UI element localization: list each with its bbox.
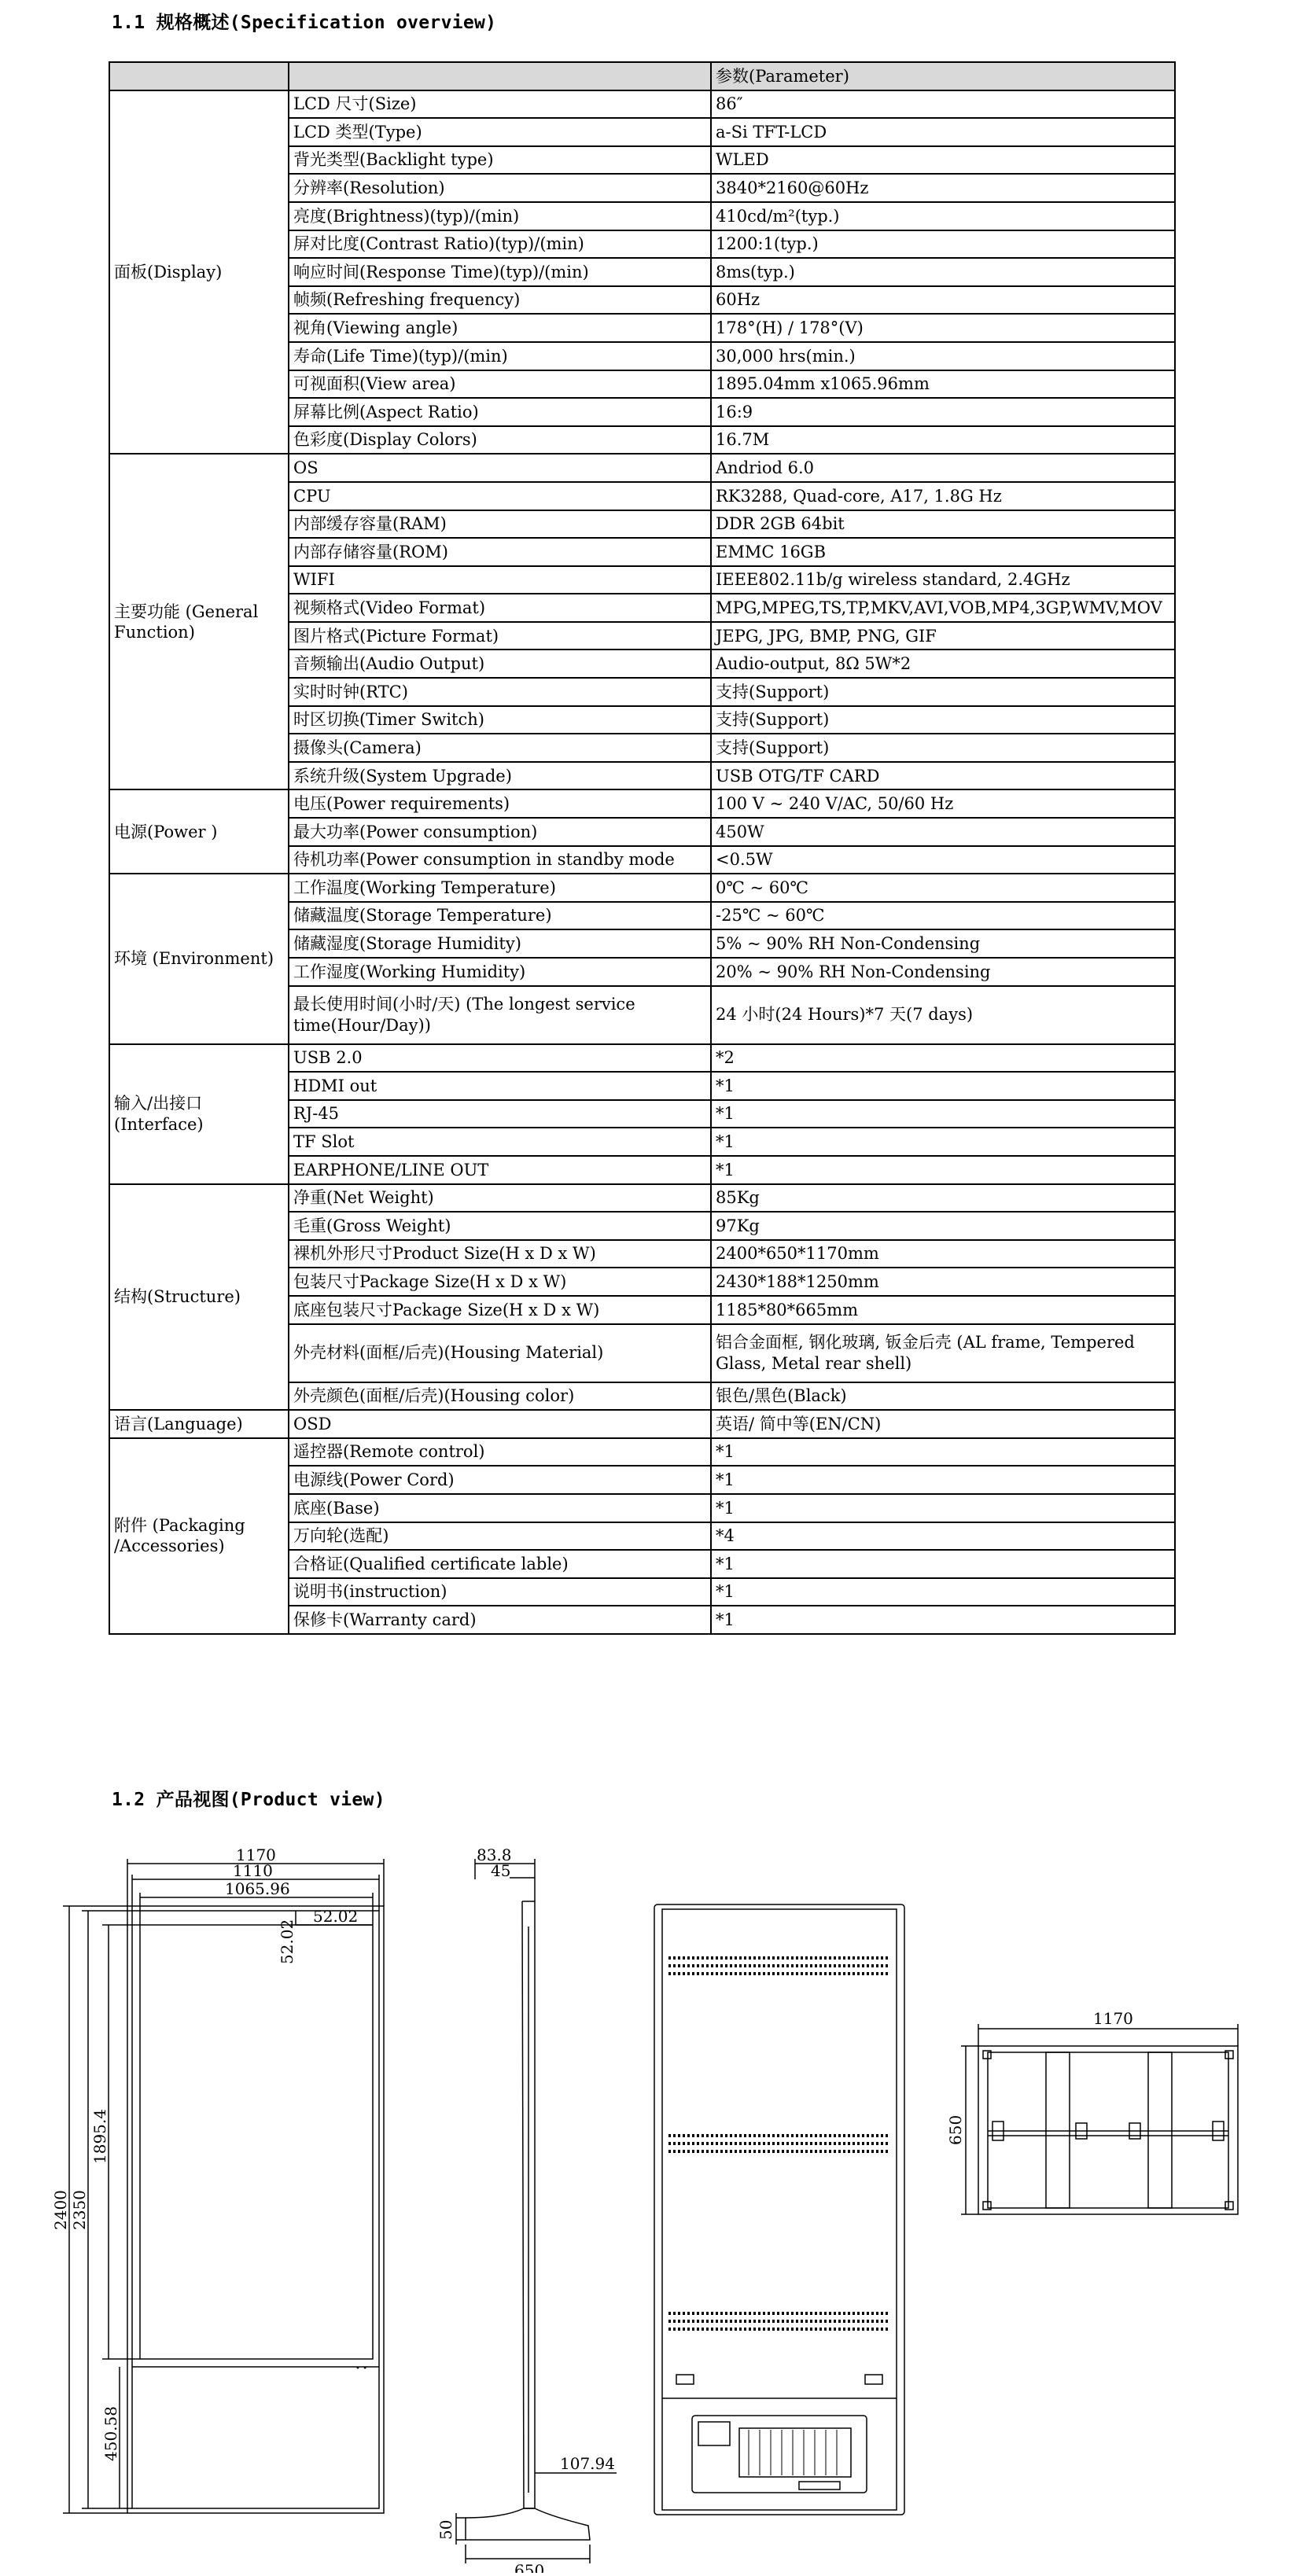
value-cell: 支持(Support) <box>711 706 1175 734</box>
item-cell: 可视面积(View area) <box>289 370 711 399</box>
item-cell: 音频输出(Audio Output) <box>289 650 711 678</box>
item-cell: 包装尺寸Package Size(H x D x W) <box>289 1268 711 1296</box>
table-header-row <box>109 62 1175 90</box>
value-cell: -25℃ ~ 60℃ <box>711 902 1175 930</box>
item-cell: OS <box>289 454 711 482</box>
item-cell: 内部存储容量(ROM) <box>289 538 711 566</box>
category-cell: 结构(Structure) <box>109 1184 289 1411</box>
item-cell: RJ-45 <box>289 1100 711 1128</box>
value-cell: *1 <box>711 1466 1175 1494</box>
table-row <box>109 1184 1175 1213</box>
table-row <box>109 789 1175 818</box>
dim-front-height-total: 2400 <box>51 2190 70 2230</box>
item-cell: CPU <box>289 482 711 510</box>
item-cell: 遥控器(Remote control) <box>289 1438 711 1466</box>
item-cell: 时区切换(Timer Switch) <box>289 706 711 734</box>
value-cell: *4 <box>711 1522 1175 1551</box>
category-cell: 附件 (Packaging /Accessories) <box>109 1438 289 1634</box>
value-cell: 1185*80*665mm <box>711 1296 1175 1324</box>
item-cell: 实时时钟(RTC) <box>289 678 711 706</box>
value-cell: 410cd/m²(typ.) <box>711 202 1175 230</box>
drawing-canvas <box>0 1832 1300 2573</box>
dim-side-base-depth: 650 <box>514 2561 545 2573</box>
table-row <box>109 90 1175 119</box>
dim-side-body-depth: 45 <box>491 1861 511 1880</box>
value-cell: 3840*2160@60Hz <box>711 174 1175 202</box>
value-cell: 2400*650*1170mm <box>711 1240 1175 1268</box>
dim-front-width-view: 1065.96 <box>225 1879 290 1898</box>
value-cell: MPG,MPEG,TS,TP,MKV,AVI,VOB,MP4,3GP,WMV,MOV <box>711 594 1175 622</box>
value-cell: IEEE802.11b/g wireless standard, 2.4GHz <box>711 566 1175 594</box>
dim-side-foot: 107.94 <box>560 2454 615 2473</box>
base-top-view-drawing <box>961 2024 1238 2214</box>
dim-side-base-height: 50 <box>436 2519 455 2540</box>
value-cell: 16.7M <box>711 426 1175 454</box>
dim-front-height-view: 1895.4 <box>90 2109 109 2164</box>
value-cell: USB OTG/TF CARD <box>711 762 1175 790</box>
header-cell <box>289 62 711 90</box>
table-row <box>109 1438 1175 1466</box>
svg-text:• •: • • <box>355 2364 367 2373</box>
header-parameter: 参数(Parameter) <box>711 62 1175 90</box>
category-cell: 面板(Display) <box>109 90 289 454</box>
item-cell: 图片格式(Picture Format) <box>289 622 711 650</box>
value-cell: 英语/ 简中等(EN/CN) <box>711 1410 1175 1438</box>
item-cell: TF Slot <box>289 1128 711 1156</box>
dim-front-bottom: 450.58 <box>101 2406 120 2461</box>
value-cell: *1 <box>711 1072 1175 1100</box>
table-row <box>109 1044 1175 1073</box>
value-cell: 86″ <box>711 90 1175 119</box>
value-cell: 178°(H) / 178°(V) <box>711 314 1175 342</box>
value-cell: 100 V ~ 240 V/AC, 50/60 Hz <box>711 789 1175 818</box>
item-cell: 寿命(Life Time)(typ)/(min) <box>289 342 711 370</box>
item-cell: 工作温度(Working Temperature) <box>289 874 711 902</box>
value-cell: 60Hz <box>711 286 1175 315</box>
item-cell: WIFI <box>289 566 711 594</box>
dim-base-depth: 650 <box>946 2114 965 2145</box>
item-cell: 响应时间(Response Time)(typ)/(min) <box>289 258 711 286</box>
value-cell: a-Si TFT-LCD <box>711 118 1175 146</box>
category-cell: 输入/出接口 (Interface) <box>109 1044 289 1184</box>
item-cell: 系统升级(System Upgrade) <box>289 762 711 790</box>
item-cell: 外壳颜色(面框/后壳)(Housing color) <box>289 1382 711 1411</box>
value-cell: *1 <box>711 1494 1175 1522</box>
spec-table <box>109 61 1176 1635</box>
item-cell: 电源线(Power Cord) <box>289 1466 711 1494</box>
value-cell: DDR 2GB 64bit <box>711 510 1175 539</box>
value-cell: JEPG, JPG, BMP, PNG, GIF <box>711 622 1175 650</box>
section-title-spec: 1.1 规格概述(Specification overview) <box>112 13 497 33</box>
item-cell: 屏对比度(Contrast Ratio)(typ)/(min) <box>289 230 711 259</box>
value-cell: 16:9 <box>711 398 1175 426</box>
item-cell: 储藏温度(Storage Temperature) <box>289 902 711 930</box>
dim-front-height-body: 2350 <box>70 2190 89 2230</box>
value-cell: *1 <box>711 1100 1175 1128</box>
value-cell: Andriod 6.0 <box>711 454 1175 482</box>
table-row <box>109 454 1175 482</box>
spec-table-body <box>109 90 1175 1634</box>
item-cell: 色彩度(Display Colors) <box>289 426 711 454</box>
category-cell: 环境 (Environment) <box>109 874 289 1043</box>
value-cell: *1 <box>711 1156 1175 1184</box>
item-cell: 净重(Net Weight) <box>289 1184 711 1213</box>
value-cell: Audio-output, 8Ω 5W*2 <box>711 650 1175 678</box>
item-cell: 外壳材料(面框/后壳)(Housing Material) <box>289 1324 711 1382</box>
dim-front-bezel-top: 52.02 <box>278 1919 296 1964</box>
value-cell: 8ms(typ.) <box>711 258 1175 286</box>
value-cell: *1 <box>711 1578 1175 1606</box>
item-cell: OSD <box>289 1410 711 1438</box>
item-cell: 裸机外形尺寸Product Size(H x D x W) <box>289 1240 711 1268</box>
value-cell: WLED <box>711 146 1175 175</box>
value-cell: <0.5W <box>711 846 1175 874</box>
table-row <box>109 1410 1175 1438</box>
item-cell: 分辨率(Resolution) <box>289 174 711 202</box>
item-cell: 视频格式(Video Format) <box>289 594 711 622</box>
dim-front-width-mid: 1110 <box>233 1861 273 1880</box>
value-cell: 24 小时(24 Hours)*7 天(7 days) <box>711 986 1175 1044</box>
value-cell: 1200:1(typ.) <box>711 230 1175 259</box>
item-cell: 视角(Viewing angle) <box>289 314 711 342</box>
value-cell: *1 <box>711 1606 1175 1634</box>
item-cell: 待机功率(Power consumption in standby mode <box>289 846 711 874</box>
back-view-drawing <box>654 1904 904 2515</box>
item-cell: 底座(Base) <box>289 1494 711 1522</box>
value-cell: 5% ~ 90% RH Non-Condensing <box>711 929 1175 958</box>
item-cell: 万向轮(选配) <box>289 1522 711 1551</box>
value-cell: 450W <box>711 818 1175 846</box>
value-cell: 30,000 hrs(min.) <box>711 342 1175 370</box>
item-cell: 储藏湿度(Storage Humidity) <box>289 929 711 958</box>
category-cell: 电源(Power ) <box>109 789 289 874</box>
value-cell: 85Kg <box>711 1184 1175 1213</box>
item-cell: EARPHONE/LINE OUT <box>289 1156 711 1184</box>
value-cell: *2 <box>711 1044 1175 1073</box>
dim-side-top-depth: 83.8 <box>477 1846 512 1864</box>
dim-front-bezel-side: 52.02 <box>313 1907 359 1926</box>
item-cell: 电压(Power requirements) <box>289 789 711 818</box>
product-drawings <box>0 1832 1300 2573</box>
value-cell: 1895.04mm x1065.96mm <box>711 370 1175 399</box>
item-cell: 亮度(Brightness)(typ)/(min) <box>289 202 711 230</box>
dim-front-width-outer: 1170 <box>236 1846 276 1864</box>
value-cell: 20% ~ 90% RH Non-Condensing <box>711 958 1175 986</box>
item-cell: 说明书(instruction) <box>289 1578 711 1606</box>
value-cell: 支持(Support) <box>711 678 1175 706</box>
value-cell: RK3288, Quad-core, A17, 1.8G Hz <box>711 482 1175 510</box>
item-cell: 保修卡(Warranty card) <box>289 1606 711 1634</box>
item-cell: 底座包装尺寸Package Size(H x D x W) <box>289 1296 711 1324</box>
item-cell: 帧频(Refreshing frequency) <box>289 286 711 315</box>
item-cell: 屏幕比例(Aspect Ratio) <box>289 398 711 426</box>
item-cell: 背光类型(Backlight type) <box>289 146 711 175</box>
item-cell: 最大功率(Power consumption) <box>289 818 711 846</box>
category-cell: 语言(Language) <box>109 1410 289 1438</box>
value-cell: 支持(Support) <box>711 734 1175 762</box>
item-cell: LCD 类型(Type) <box>289 118 711 146</box>
item-cell: HDMI out <box>289 1072 711 1100</box>
header-cell <box>109 62 289 90</box>
item-cell: 毛重(Gross Weight) <box>289 1212 711 1240</box>
value-cell: *1 <box>711 1438 1175 1466</box>
value-cell: EMMC 16GB <box>711 538 1175 566</box>
value-cell: *1 <box>711 1128 1175 1156</box>
item-cell: 合格证(Qualified certificate lable) <box>289 1550 711 1578</box>
item-cell: LCD 尺寸(Size) <box>289 90 711 119</box>
dim-base-width: 1170 <box>1093 2009 1133 2028</box>
item-cell: USB 2.0 <box>289 1044 711 1073</box>
section-title-product-view: 1.2 产品视图(Product view) <box>112 1790 385 1810</box>
value-cell: 铝合金面框, 钢化玻璃, 钣金后壳 (AL frame, Tempered Glass, Metal rear shell) <box>711 1324 1175 1382</box>
category-cell: 主要功能 (General Function) <box>109 454 289 789</box>
value-cell: 2430*188*1250mm <box>711 1268 1175 1296</box>
value-cell: 0℃ ~ 60℃ <box>711 874 1175 902</box>
table-row <box>109 874 1175 902</box>
item-cell: 工作湿度(Working Humidity) <box>289 958 711 986</box>
item-cell: 摄像头(Camera) <box>289 734 711 762</box>
value-cell: 97Kg <box>711 1212 1175 1240</box>
item-cell: 内部缓存容量(RAM) <box>289 510 711 539</box>
item-cell: 最长使用时间(小时/天) (The longest service time(Hour/Day)) <box>289 986 711 1044</box>
value-cell: 银色/黑色(Black) <box>711 1382 1175 1411</box>
value-cell: *1 <box>711 1550 1175 1578</box>
